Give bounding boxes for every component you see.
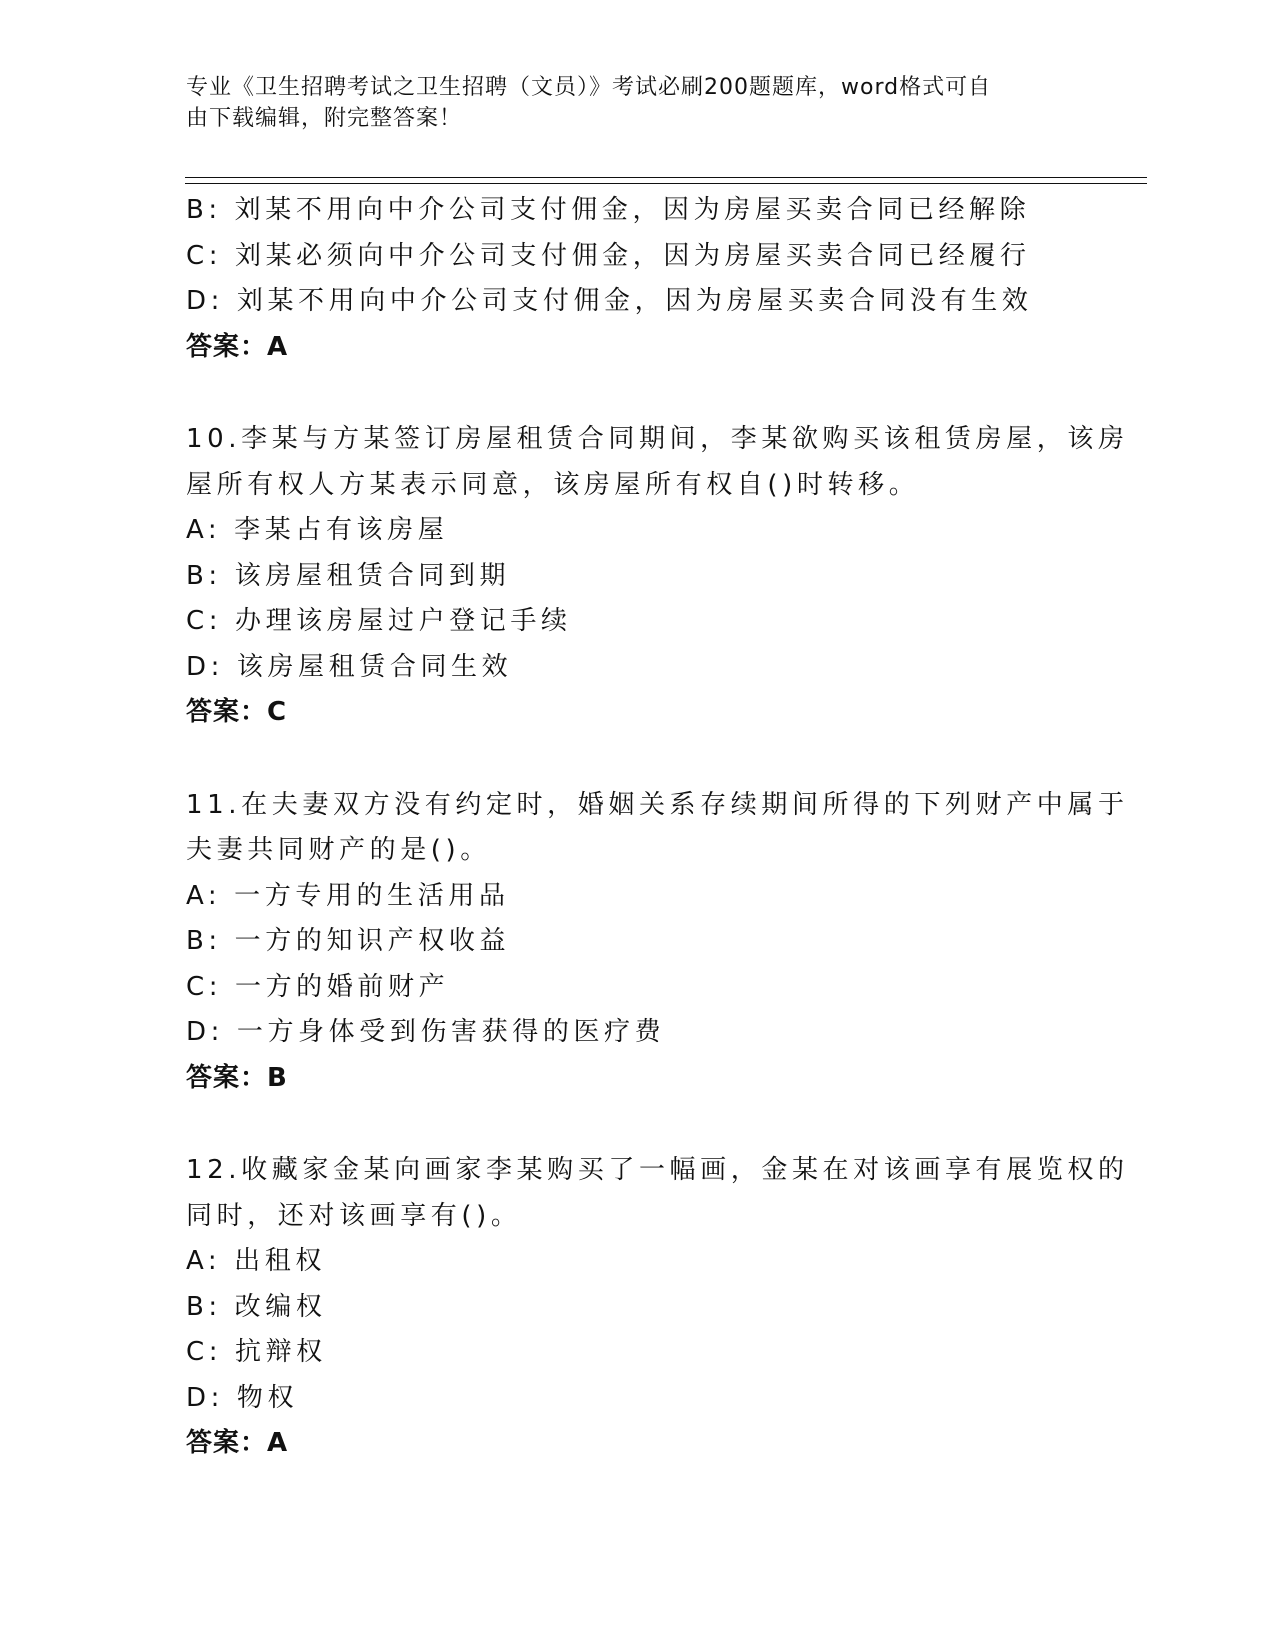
question-text-line-2: 屋所有权人方某表示同意，该房屋所有权自()时转移。 bbox=[186, 469, 920, 500]
question-text-line-1: 10.李某与方某签订房屋租赁合同期间，李某欲购买该租赁房屋，该房 bbox=[186, 424, 1129, 454]
answer-line: 答案：C bbox=[186, 697, 288, 727]
question-text-line-2: 夫妻共同财产的是()。 bbox=[186, 835, 491, 865]
question-text-line-2: 同时，还对该画享有()。 bbox=[186, 1200, 522, 1231]
option-d: D: 该房屋租赁合同生效 bbox=[186, 651, 513, 682]
option-c: C: 一方的婚前财产 bbox=[186, 971, 450, 1002]
question-text-line-1: 11.在夫妻双方没有约定时，婚姻关系存续期间所得的下列财产中属于 bbox=[186, 789, 1129, 820]
header-divider-bottom bbox=[185, 183, 1147, 184]
document-header bbox=[186, 72, 1066, 134]
option-c: C: 抗辩权 bbox=[186, 1337, 327, 1367]
option-b: B: 改编权 bbox=[186, 1291, 327, 1322]
answer-line: 答案：B bbox=[186, 1062, 288, 1093]
spacer bbox=[186, 736, 1086, 783]
header-line-1: 专业《卫生招聘考试之卫生招聘（文员）》考试必刷200题题库，word格式可自 bbox=[186, 75, 992, 100]
option-b: B: 刘某不用向中介公司支付佣金，因为房屋买卖合同已经解除 bbox=[186, 195, 1031, 225]
answer-line: 答案：A bbox=[186, 331, 289, 362]
header-line-2: 由下载编辑，附完整答案！ bbox=[186, 106, 463, 131]
option-a: A: 一方专用的生活用品 bbox=[186, 880, 510, 911]
question-11-block bbox=[186, 783, 1129, 1102]
answer-line: 答案：A bbox=[186, 1428, 289, 1458]
option-c: C: 办理该房屋过户登记手续 bbox=[186, 606, 572, 636]
question-10-block bbox=[186, 417, 1129, 736]
option-a: A: 李某占有该房屋 bbox=[186, 515, 449, 545]
option-b: B: 该房屋租赁合同到期 bbox=[186, 560, 511, 591]
option-d: D: 刘某不用向中介公司支付佣金，因为房屋买卖合同没有生效 bbox=[186, 286, 1033, 316]
option-b: B: 一方的知识产权收益 bbox=[186, 926, 511, 956]
spacer bbox=[186, 370, 1086, 417]
option-d: D: 一方身体受到伤害获得的医疗费 bbox=[186, 1017, 666, 1047]
option-a: A: 出租权 bbox=[186, 1246, 326, 1276]
spacer bbox=[186, 1101, 1086, 1148]
option-d: D: 物权 bbox=[186, 1382, 299, 1413]
question-9-block bbox=[186, 188, 1086, 370]
question-12-block bbox=[186, 1148, 1129, 1467]
option-c: C: 刘某必须向中介公司支付佣金，因为房屋买卖合同已经履行 bbox=[186, 240, 1031, 271]
question-content bbox=[186, 188, 1129, 1467]
header-divider-top bbox=[185, 177, 1147, 178]
question-text-line-1: 12.收藏家金某向画家李某购买了一幅画，金某在对该画享有展览权的 bbox=[186, 1155, 1129, 1185]
